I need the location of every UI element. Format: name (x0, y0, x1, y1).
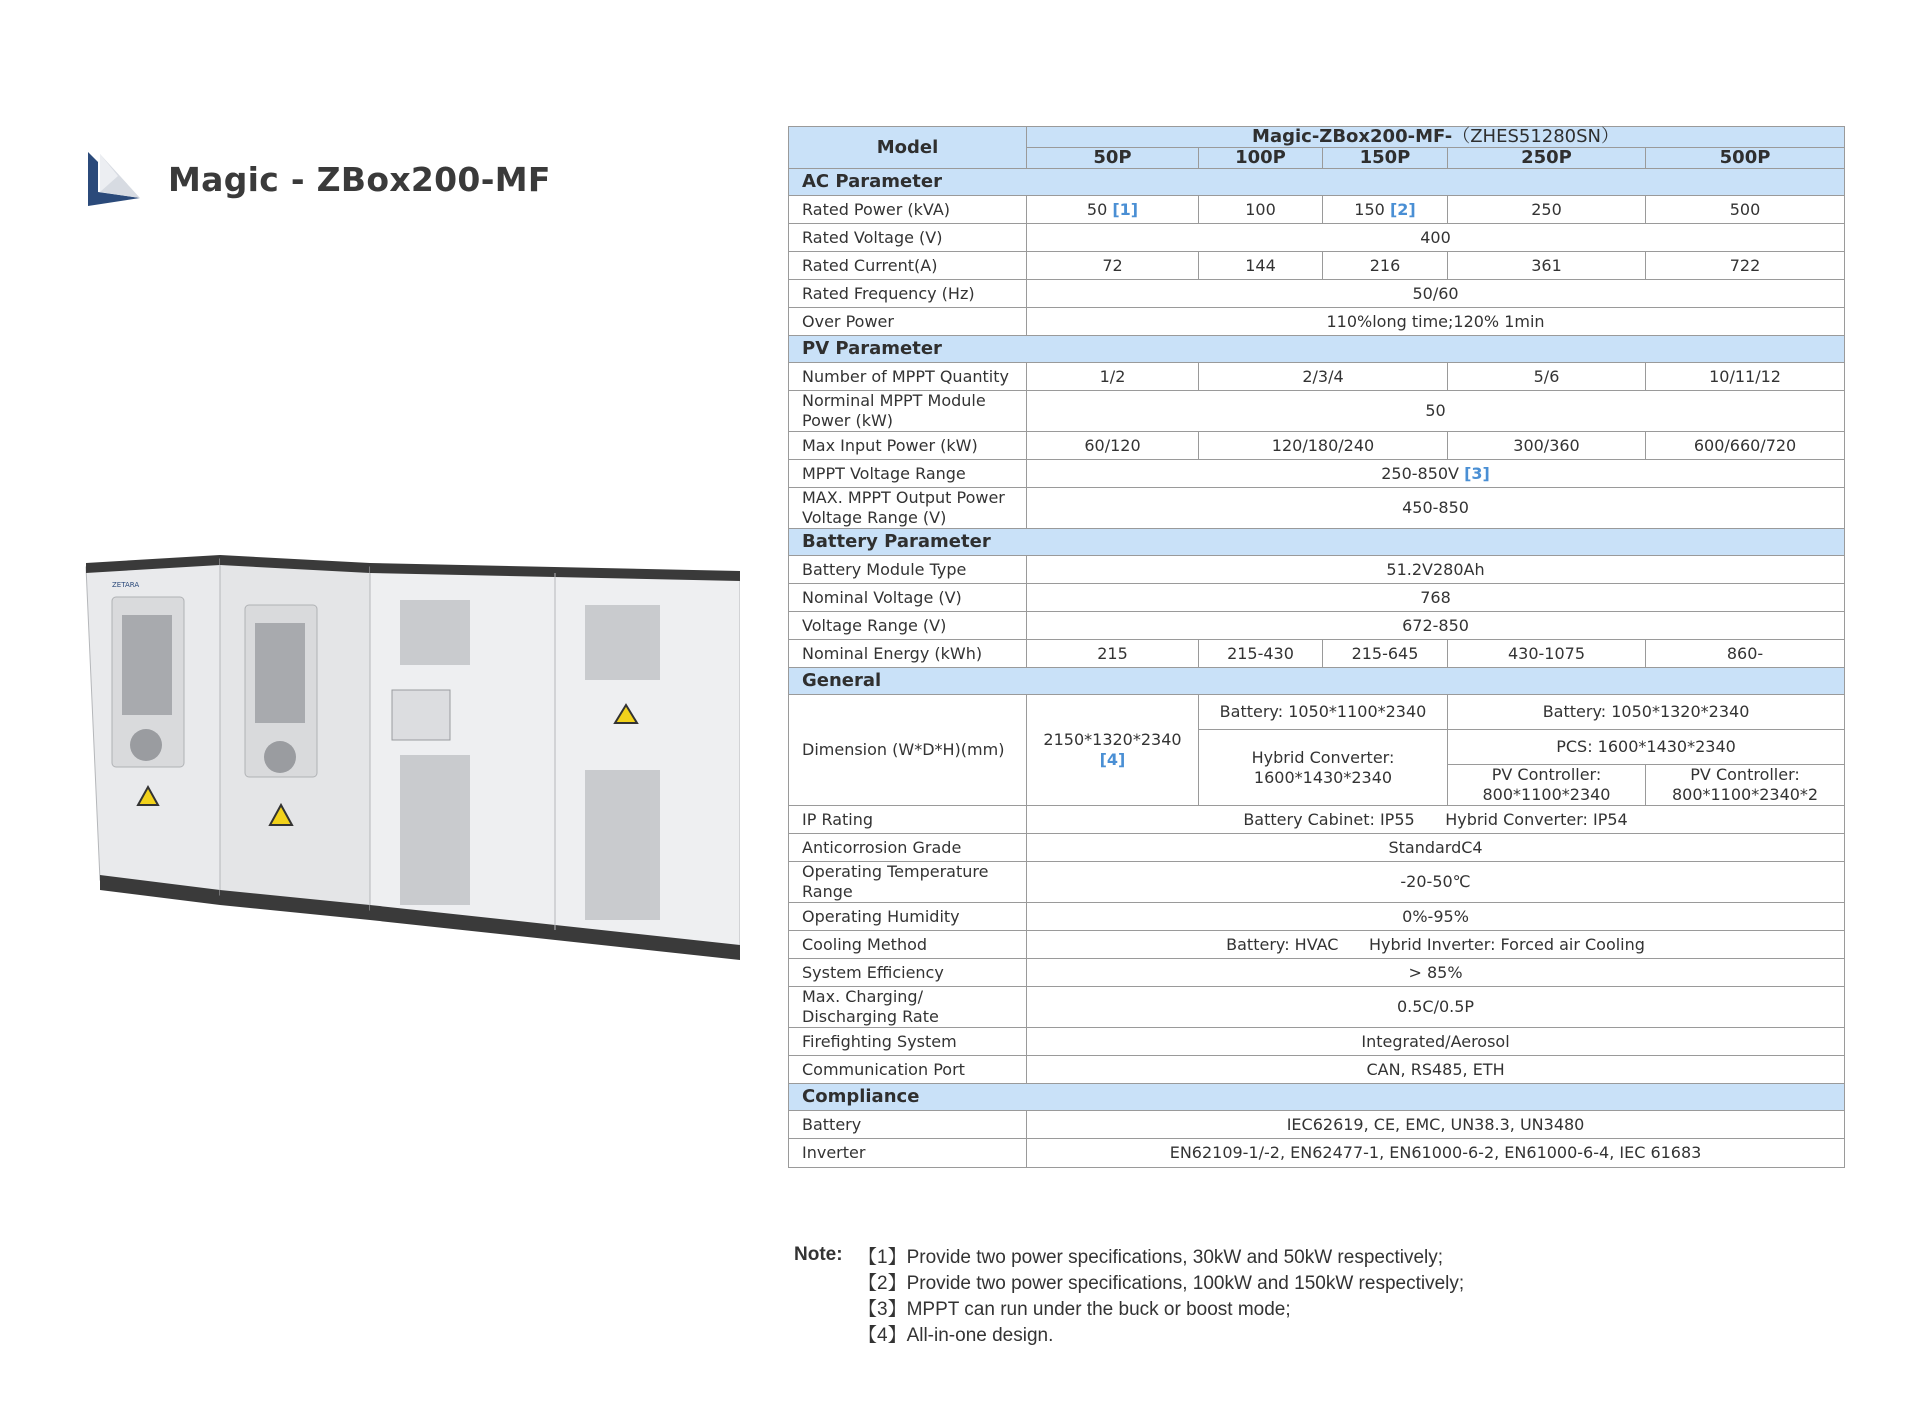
footnote-ref: [4] (1099, 750, 1126, 769)
cell: 250 (1448, 196, 1646, 224)
row-label: Battery (789, 1111, 1027, 1139)
row-label: Rated Current(A) (789, 252, 1027, 280)
table-row (789, 862, 1845, 903)
footnote-ref: [2] (1389, 199, 1416, 219)
row-label: Firefighting System (789, 1028, 1027, 1056)
cell: 400 (1027, 224, 1845, 252)
cell (1027, 196, 1199, 224)
cell: Battery Cabinet: IP55 Hybrid Converter: IP54 (1027, 806, 1845, 834)
cell: -20-50℃ (1027, 862, 1845, 903)
cell: 361 (1448, 252, 1646, 280)
row-label: Over Power (789, 308, 1027, 336)
spec-table (788, 126, 1845, 1168)
cell: 0%-95% (1027, 903, 1845, 931)
model-name-cell (1027, 127, 1845, 148)
note-text: 【4】All-in-one design. (858, 1324, 1054, 1346)
row-label: Cooling Method (789, 931, 1027, 959)
variant-250p: 250P (1448, 148, 1646, 169)
row-label: Nominal Voltage (V) (789, 584, 1027, 612)
cell: 500 (1646, 196, 1845, 224)
table-row (789, 308, 1845, 336)
table-row (789, 196, 1845, 224)
table-row (789, 806, 1845, 834)
cell: 216 (1323, 252, 1448, 280)
row-label: IP Rating (789, 806, 1027, 834)
cell: 2/3/4 (1199, 363, 1448, 391)
note-item (794, 1320, 1464, 1346)
row-label: Communication Port (789, 1056, 1027, 1084)
cell: 600/660/720 (1646, 432, 1845, 460)
row-label: Dimension (W*D*H)(mm) (789, 695, 1027, 806)
note-item (794, 1268, 1464, 1294)
product-brand-label: ZETARA (112, 581, 140, 589)
cell: 144 (1199, 252, 1323, 280)
table-row (789, 391, 1845, 432)
table-row (789, 695, 1845, 730)
cell: 5/6 (1448, 363, 1646, 391)
variant-500p: 500P (1646, 148, 1845, 169)
section-title: Battery Parameter (789, 529, 1845, 556)
cell: 120/180/240 (1199, 432, 1448, 460)
cell: 100 (1199, 196, 1323, 224)
table-row (789, 931, 1845, 959)
cell: 1/2 (1027, 363, 1199, 391)
table-row (789, 1056, 1845, 1084)
cell: EN62109-1/-2, EN62477-1, EN61000-6-2, EN61000-6-4, IEC 61683 (1027, 1139, 1845, 1168)
cell (1027, 460, 1845, 488)
cell: Integrated/Aerosol (1027, 1028, 1845, 1056)
cell-value: 150 (1354, 199, 1385, 219)
cell: 60/120 (1027, 432, 1199, 460)
cell: 768 (1027, 584, 1845, 612)
cell: 50/60 (1027, 280, 1845, 308)
row-label: System Efficiency (789, 959, 1027, 987)
table-row (789, 987, 1845, 1028)
row-label: Max Input Power (kW) (789, 432, 1027, 460)
cell: 450-850 (1027, 488, 1845, 529)
variant-150p: 150P (1323, 148, 1448, 169)
row-label: Anticorrosion Grade (789, 834, 1027, 862)
cell (1323, 196, 1448, 224)
table-row (789, 959, 1845, 987)
row-label: Rated Power (kVA) (789, 196, 1027, 224)
cell: 215-645 (1323, 640, 1448, 668)
cell: 0.5C/0.5P (1027, 987, 1845, 1028)
cell (1027, 695, 1199, 806)
row-label: Operating Temperature Range (789, 862, 1027, 903)
footnote-ref: [3] (1464, 463, 1490, 483)
table-row (789, 903, 1845, 931)
cell: Battery: 1050*1100*2340 (1199, 695, 1448, 730)
section-pv (789, 336, 1845, 363)
table-row (789, 1139, 1845, 1168)
section-ac (789, 169, 1845, 196)
cell: 50 (1027, 391, 1845, 432)
cell: 430-1075 (1448, 640, 1646, 668)
cell: 51.2V280Ah (1027, 556, 1845, 584)
note-item (794, 1294, 1464, 1320)
page-title: Magic - ZBox200-MF (168, 159, 551, 199)
model-code: （ZHES51280SN） (1452, 126, 1620, 147)
cell: PV Controller: 800*1100*2340 (1448, 765, 1646, 806)
cell: 215-430 (1199, 640, 1323, 668)
row-label: Battery Module Type (789, 556, 1027, 584)
table-row (789, 224, 1845, 252)
product-image (80, 545, 740, 1045)
section-title: AC Parameter (789, 169, 1845, 196)
model-header-row (789, 127, 1845, 148)
cell: 10/11/12 (1646, 363, 1845, 391)
row-label: Operating Humidity (789, 903, 1027, 931)
cell: Battery: 1050*1320*2340 (1448, 695, 1845, 730)
cell: PV Controller: 800*1100*2340*2 (1646, 765, 1845, 806)
cell-value: 2150*1320*2340 (1043, 730, 1182, 749)
table-row (789, 1111, 1845, 1139)
table-row (789, 252, 1845, 280)
note-text: 【1】Provide two power specifications, 30kW and 50kW respectively; (858, 1246, 1444, 1268)
cell: 722 (1646, 252, 1845, 280)
cell: Battery: HVAC Hybrid Inverter: Forced air Cooling (1027, 931, 1845, 959)
section-general (789, 668, 1845, 695)
cell: Hybrid Converter: 1600*1430*2340 (1199, 730, 1448, 806)
cell: StandardC4 (1027, 834, 1845, 862)
model-name: Magic-ZBox200-MF- (1252, 126, 1453, 147)
cell: 860- (1646, 640, 1845, 668)
row-label: Norminal MPPT Module Power (kW) (789, 391, 1027, 432)
table-row (789, 834, 1845, 862)
row-label: Number of MPPT Quantity (789, 363, 1027, 391)
notes-heading: Note: (794, 1244, 843, 1265)
section-title: Compliance (789, 1084, 1845, 1111)
cell: CAN, RS485, ETH (1027, 1056, 1845, 1084)
row-label: MAX. MPPT Output Power Voltage Range (V) (789, 488, 1027, 529)
cell: > 85% (1027, 959, 1845, 987)
table-row (789, 640, 1845, 668)
cell: PCS: 1600*1430*2340 (1448, 730, 1845, 765)
table-row (789, 432, 1845, 460)
notes (794, 1242, 1464, 1346)
row-label: MPPT Voltage Range (789, 460, 1027, 488)
cell-value: 250-850V (1381, 463, 1459, 483)
brand-logo-icon (88, 152, 142, 206)
table-row (789, 460, 1845, 488)
cell-value: 50 (1086, 199, 1108, 219)
table-row (789, 280, 1845, 308)
note-text: 【2】Provide two power specifications, 100kW and 150kW respectively; (858, 1272, 1465, 1294)
cell: 110%long time;120% 1min (1027, 308, 1845, 336)
section-battery (789, 529, 1845, 556)
variant-50p: 50P (1027, 148, 1199, 169)
brand-header (88, 152, 551, 206)
row-label: Rated Voltage (V) (789, 224, 1027, 252)
row-label: Rated Frequency (Hz) (789, 280, 1027, 308)
row-label: Nominal Energy (kWh) (789, 640, 1027, 668)
section-compliance (789, 1084, 1845, 1111)
cell: IEC62619, CE, EMC, UN38.3, UN3480 (1027, 1111, 1845, 1139)
row-label: Max. Charging/ Discharging Rate (789, 987, 1027, 1028)
note-item (794, 1242, 1464, 1268)
table-row (789, 584, 1845, 612)
note-text: 【3】MPPT can run under the buck or boost mode; (858, 1298, 1291, 1320)
table-row (789, 612, 1845, 640)
table-row (789, 363, 1845, 391)
model-label: Model (789, 127, 1027, 169)
table-row (789, 1028, 1845, 1056)
cell: 72 (1027, 252, 1199, 280)
cell: 215 (1027, 640, 1199, 668)
table-row (789, 488, 1845, 529)
section-title: General (789, 668, 1845, 695)
cell: 672-850 (1027, 612, 1845, 640)
variant-100p: 100P (1199, 148, 1323, 169)
section-title: PV Parameter (789, 336, 1845, 363)
footnote-ref: [1] (1112, 199, 1139, 219)
row-label: Inverter (789, 1139, 1027, 1168)
cell: 300/360 (1448, 432, 1646, 460)
table-row (789, 556, 1845, 584)
row-label: Voltage Range (V) (789, 612, 1027, 640)
